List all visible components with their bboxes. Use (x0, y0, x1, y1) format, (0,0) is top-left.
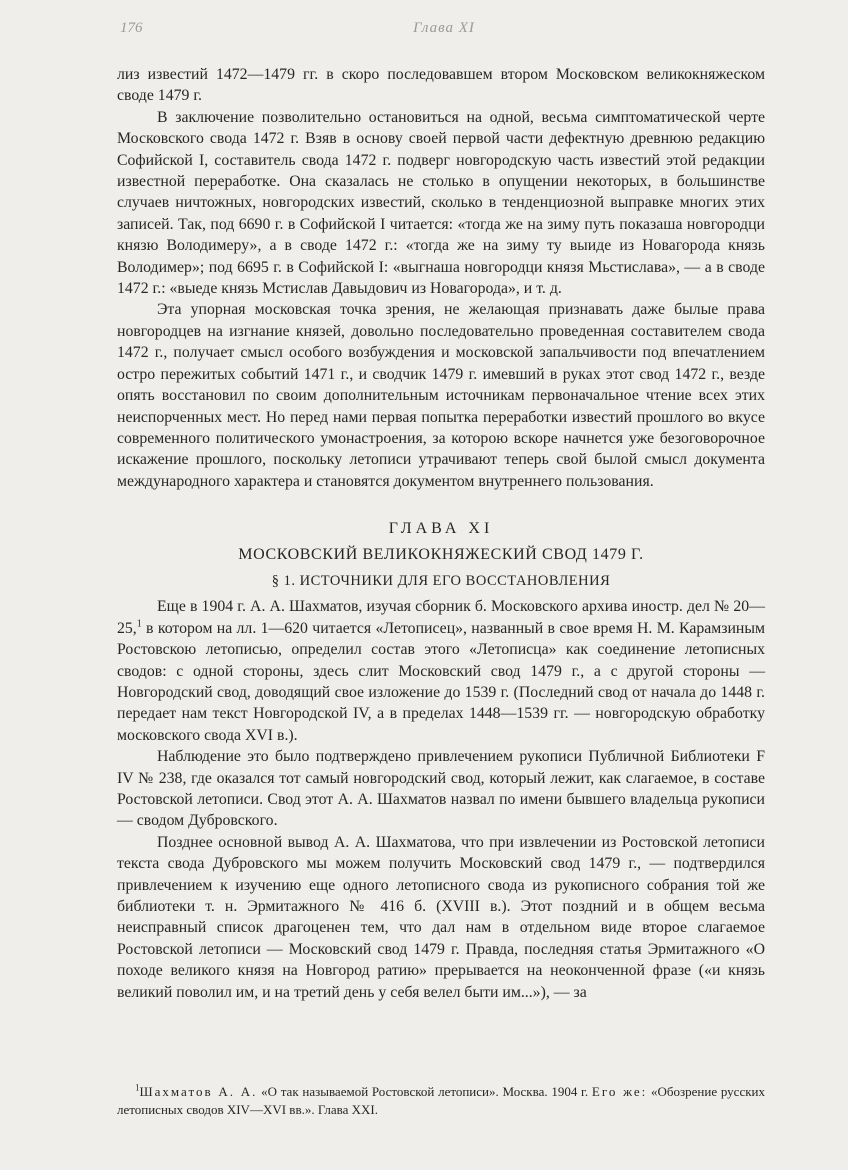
footnote-author: Шахматов А. А. (139, 1084, 258, 1099)
footnote-text: «О так называемой Ростовской летописи». Москва. 1904 г. (257, 1084, 592, 1099)
paragraph: В заключение позволительно остановиться на одной, весьма симптоматической черте Московского свода 1472 г. Взяв в основу своей первой части дефектную древнюю редакцию Софийской I, составитель свода 1472 г. подверг новгородскую часть известий этой редакции известной переработке. Она сказалась не столько в опущении некоторых, в большинстве случаев ничтожных, новгородских известий, сколько в тенденциозной выправке многих этих записей. Так, под 6690 г. в Софийской I читается: «тогда же на зиму путь показаша новгородци князю Володимеру», а в своде 1472 г.: «тогда же на зиму ту выиде из Новагорода князь Володимер»; под 6695 г. в Софийской I: «выгнаша новгородци князя Мьстислава», — а в своде 1472 г.: «выеде князь Мстислав Давыдович из Новагорода», и т. д. (117, 108, 765, 298)
footnote-text: «Обозрение русских летописных сводов XIV—XVI вв.». Глава XXI. (117, 1084, 765, 1117)
paragraph-text: Еще в 1904 г. А. А. Шахматов, изучая сборник б. Московского архива иностр. дел № 20—25, (117, 598, 765, 637)
footnote-reference: 1 (136, 618, 142, 630)
running-head (120, 20, 768, 42)
footnote-mark: 1 (135, 1082, 140, 1093)
paragraph: Наблюдение это было подтверждено привлечением рукописи Публичной Библиотеки F IV № 238, где оказался тот самый новгородский свод, который лежит, как слагаемое, в составе Ростовской летописи. Свод этот А. А. Шахматов назвал по имени бывшего владельца рукописи — сводом Дубровского. (117, 748, 765, 830)
paragraph-text: в котором на лл. 1—620 читается «Летописец», названный в свое время Н. М. Карамзиным Ростовскою летописью, определил состав этого «Летописца» как соединение летописных сводов: с одной стороны, здесь слит Московский свод 1479 г., а с другой стороны — Новгородский свод, доводящий свое изложение до 1539 г. (Последний свод от начала до 1448 г. передает нам текст Новгородской IV, а в пределах 1448—1539 гг. — новгородскую обработку московского свода XVI в.). (117, 619, 765, 744)
footnote-author: Его же: (591, 1084, 648, 1099)
body-text (117, 64, 765, 1003)
page-number: 176 (120, 20, 143, 36)
chapter-label: ГЛАВА XI (388, 520, 494, 538)
section-title: § 1. ИСТОЧНИКИ ДЛЯ ЕГО ВОССТАНОВЛЕНИЯ (271, 572, 611, 589)
paragraph-with-footnote (117, 596, 765, 746)
chapter-title: МОСКОВСКИЙ ВЕЛИКОКНЯЖЕСКИЙ СВОД 1479 Г. (238, 545, 644, 563)
running-title: Глава XI (413, 20, 475, 36)
paragraph: Эта упорная московская точка зрения, не желающая признавать даже былые права новгородцев на изгнание князей, довольно последовательно проведенная составителем свода 1472 г., получает смысл особого возбуждения и московской запальчивости под впечатлением остро пережитых событий 1471 г., и сводчик 1479 г. имевший в руках этот свод 1472 г., везде опять восстановил по своим дополнительным источникам первоначальное чтение всех этих неиспорченных мест. Но перед нами первая попытка переработки известий прошлого во вкусе современного политического умонастроения, за которою вскоре начнется уже безоговорочное искажение прошлого, поскольку летописи утрачивают теперь свой былой смысл документа международного характера и становятся документом внутреннего пользования. (117, 301, 765, 490)
paragraph-continuation: лиз известий 1472—1479 гг. в скоро последовавшем втором Московском великокняжеском своде 1479 г. (117, 66, 765, 105)
footnote (117, 1083, 765, 1118)
paragraph: Позднее основной вывод А. А. Шахматова, что при извлечении из Ростовской летописи текста свода Дубровского мы можем получить Московский свод 1479 г., — подтвердился привлечением к изучению еще одного летописного свода из рукописного собрания той же библиотеки т. н. Эрмитажного № 416 б. (XVIII в.). Этот поздний и в общем весьма неисправный список драгоценен тем, что дал нам в отдельном виде второе слагаемое Ростовской летописи — Московский свод 1479 г. Правда, последняя статья Эрмитажного «О походе великого князя на Новгород ратию» прерывается на неоконченной фразе («и князь великий поволил им, и на третий день у себя велел быти им...»), — за (117, 833, 765, 1001)
